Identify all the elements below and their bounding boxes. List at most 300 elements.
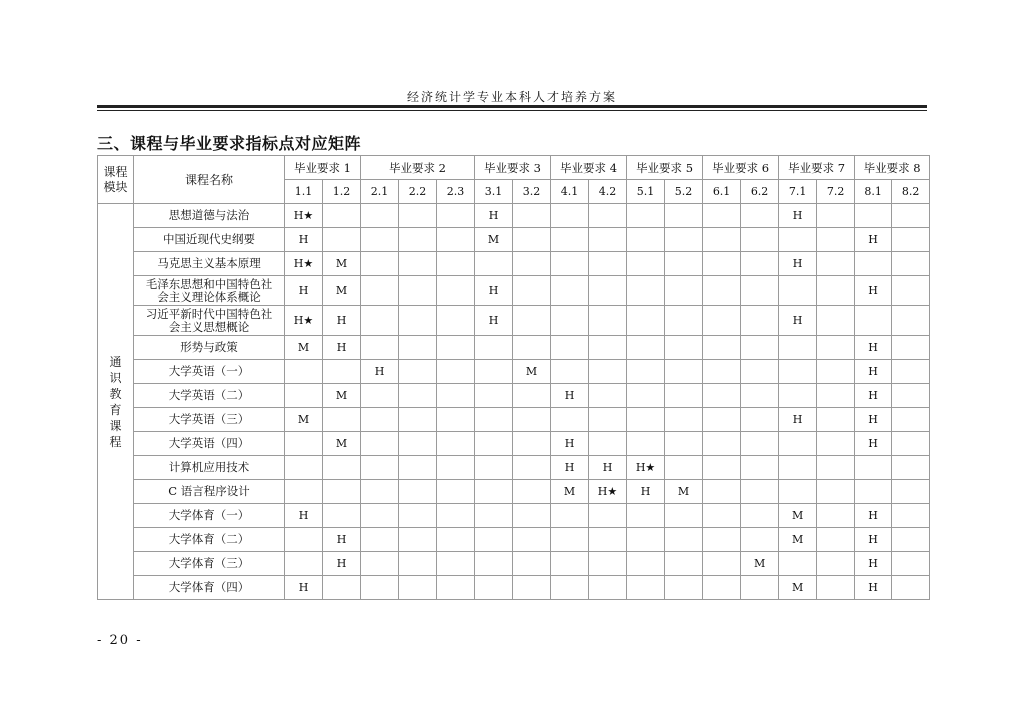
- matrix-cell: [399, 480, 437, 504]
- matrix-cell: [323, 204, 361, 228]
- matrix-cell: [513, 552, 551, 576]
- matrix-cell: [892, 408, 930, 432]
- matrix-cell: [399, 336, 437, 360]
- matrix-cell: [627, 528, 665, 552]
- matrix-cell: [892, 204, 930, 228]
- matrix-cell: H★: [285, 252, 323, 276]
- matrix-cell: [855, 480, 892, 504]
- matrix-cell: [741, 336, 779, 360]
- matrix-cell: [285, 432, 323, 456]
- course-name-cell: 大学体育（四）: [134, 576, 285, 600]
- matrix-cell: [627, 360, 665, 384]
- matrix-cell: [703, 276, 741, 306]
- requirement-group-header: 毕业要求 3: [475, 156, 551, 180]
- indicator-point-header: 7.1: [779, 180, 817, 204]
- matrix-cell: H: [323, 336, 361, 360]
- matrix-cell: [475, 360, 513, 384]
- course-name-cell: 思想道德与法治: [134, 204, 285, 228]
- matrix-cell: [475, 480, 513, 504]
- matrix-cell: [437, 432, 475, 456]
- matrix-cell: [665, 336, 703, 360]
- matrix-cell: [703, 360, 741, 384]
- matrix-cell: [513, 432, 551, 456]
- requirement-group-header: 毕业要求 7: [779, 156, 855, 180]
- matrix-cell: [627, 306, 665, 336]
- matrix-cell: [285, 360, 323, 384]
- matrix-cell: [513, 456, 551, 480]
- matrix-cell: H: [551, 384, 589, 408]
- matrix-cell: [361, 252, 399, 276]
- matrix-cell: [589, 528, 627, 552]
- indicator-point-header: 6.2: [741, 180, 779, 204]
- course-name-cell: 大学体育（三）: [134, 552, 285, 576]
- matrix-cell: [892, 528, 930, 552]
- indicator-point-header: 8.1: [855, 180, 892, 204]
- matrix-cell: [627, 228, 665, 252]
- matrix-cell: [741, 306, 779, 336]
- matrix-cell: [551, 360, 589, 384]
- course-name-cell: 大学英语（四）: [134, 432, 285, 456]
- matrix-cell: [741, 276, 779, 306]
- table-row: [98, 480, 930, 504]
- matrix-cell: [703, 408, 741, 432]
- matrix-cell: [779, 432, 817, 456]
- matrix-cell: [513, 252, 551, 276]
- matrix-cell: [399, 360, 437, 384]
- matrix-cell: [551, 336, 589, 360]
- course-name-cell: 马克思主义基本原理: [134, 252, 285, 276]
- matrix-cell: [437, 576, 475, 600]
- matrix-cell: [323, 504, 361, 528]
- matrix-cell: [817, 228, 855, 252]
- matrix-cell: [589, 336, 627, 360]
- matrix-cell: [817, 480, 855, 504]
- matrix-cell: [817, 576, 855, 600]
- course-name-column-header: 课程名称: [134, 156, 285, 204]
- matrix-cell: [589, 384, 627, 408]
- table-row: [98, 252, 930, 276]
- course-name-cell: 大学体育（一）: [134, 504, 285, 528]
- matrix-cell: [741, 504, 779, 528]
- matrix-cell: H: [855, 576, 892, 600]
- table-row: [98, 504, 930, 528]
- matrix-cell: [779, 552, 817, 576]
- matrix-cell: [361, 528, 399, 552]
- matrix-cell: M: [741, 552, 779, 576]
- matrix-cell: [361, 384, 399, 408]
- matrix-cell: [589, 360, 627, 384]
- matrix-cell: [513, 306, 551, 336]
- matrix-cell: [285, 528, 323, 552]
- indicator-point-header: 4.2: [589, 180, 627, 204]
- matrix-cell: [475, 576, 513, 600]
- matrix-cell: H: [551, 456, 589, 480]
- matrix-cell: [399, 552, 437, 576]
- matrix-cell: [551, 528, 589, 552]
- matrix-cell: [323, 408, 361, 432]
- matrix-cell: [703, 456, 741, 480]
- course-requirement-matrix: [97, 155, 930, 600]
- matrix-cell: [551, 504, 589, 528]
- matrix-cell: [361, 306, 399, 336]
- matrix-cell: [437, 228, 475, 252]
- matrix-cell: [551, 252, 589, 276]
- matrix-cell: [703, 576, 741, 600]
- matrix-cell: [627, 504, 665, 528]
- matrix-cell: [703, 432, 741, 456]
- matrix-cell: H: [323, 528, 361, 552]
- matrix-cell: [665, 552, 703, 576]
- indicator-point-header: 5.1: [627, 180, 665, 204]
- course-name-cell: 计算机应用技术: [134, 456, 285, 480]
- header-rule-thin: [97, 110, 927, 111]
- requirement-group-header: 毕业要求 8: [855, 156, 930, 180]
- matrix-cell: [589, 408, 627, 432]
- matrix-cell: [665, 456, 703, 480]
- matrix-cell: [703, 252, 741, 276]
- matrix-cell: H: [855, 228, 892, 252]
- matrix-cell: [892, 480, 930, 504]
- matrix-cell: [437, 480, 475, 504]
- matrix-cell: H: [475, 204, 513, 228]
- matrix-cell: [589, 228, 627, 252]
- matrix-cell: [665, 276, 703, 306]
- requirement-group-header: 毕业要求 1: [285, 156, 361, 180]
- matrix-cell: [741, 204, 779, 228]
- indicator-point-header: 3.2: [513, 180, 551, 204]
- table-row: [98, 576, 930, 600]
- requirement-group-header: 毕业要求 4: [551, 156, 627, 180]
- matrix-cell: [437, 456, 475, 480]
- matrix-cell: H: [855, 432, 892, 456]
- matrix-cell: H: [627, 480, 665, 504]
- matrix-cell: [855, 456, 892, 480]
- indicator-point-header: 4.1: [551, 180, 589, 204]
- matrix-cell: [589, 576, 627, 600]
- matrix-cell: [665, 204, 703, 228]
- matrix-cell: H: [323, 552, 361, 576]
- matrix-cell: [817, 360, 855, 384]
- matrix-cell: [551, 306, 589, 336]
- matrix-cell: [665, 576, 703, 600]
- matrix-cell: H: [855, 408, 892, 432]
- matrix-cell: [361, 576, 399, 600]
- page-number: - 20 -: [97, 633, 143, 648]
- matrix-cell: [703, 552, 741, 576]
- matrix-cell: [779, 480, 817, 504]
- matrix-cell: [589, 552, 627, 576]
- indicator-point-header: 3.1: [475, 180, 513, 204]
- matrix-cell: [892, 360, 930, 384]
- matrix-cell: [627, 552, 665, 576]
- matrix-cell: [892, 456, 930, 480]
- matrix-cell: H: [855, 504, 892, 528]
- matrix-cell: [589, 276, 627, 306]
- matrix-cell: [399, 252, 437, 276]
- matrix-cell: M: [323, 384, 361, 408]
- matrix-cell: [703, 384, 741, 408]
- matrix-cell: [779, 360, 817, 384]
- matrix-cell: [285, 552, 323, 576]
- matrix-cell: [475, 528, 513, 552]
- matrix-cell: H: [855, 360, 892, 384]
- matrix-cell: [399, 504, 437, 528]
- matrix-cell: [741, 480, 779, 504]
- matrix-cell: [817, 384, 855, 408]
- matrix-cell: H: [779, 204, 817, 228]
- matrix-cell: [627, 576, 665, 600]
- matrix-cell: M: [779, 504, 817, 528]
- matrix-cell: H: [475, 306, 513, 336]
- matrix-cell: [703, 480, 741, 504]
- matrix-cell: [437, 504, 475, 528]
- matrix-cell: [399, 408, 437, 432]
- matrix-cell: [285, 384, 323, 408]
- matrix-cell: [323, 456, 361, 480]
- matrix-cell: M: [285, 408, 323, 432]
- matrix-cell: [475, 456, 513, 480]
- matrix-cell: H: [855, 276, 892, 306]
- matrix-cell: [399, 228, 437, 252]
- matrix-cell: [817, 408, 855, 432]
- matrix-cell: [703, 306, 741, 336]
- matrix-cell: [627, 276, 665, 306]
- requirement-group-header: 毕业要求 6: [703, 156, 779, 180]
- matrix-cell: H: [589, 456, 627, 480]
- matrix-cell: [817, 504, 855, 528]
- matrix-cell: [323, 576, 361, 600]
- matrix-cell: [437, 204, 475, 228]
- section-title: 三、课程与毕业要求指标点对应矩阵: [97, 134, 362, 153]
- matrix-cell: H: [285, 576, 323, 600]
- matrix-cell: [892, 306, 930, 336]
- matrix-cell: H: [361, 360, 399, 384]
- matrix-cell: H★: [285, 306, 323, 336]
- table-row: [98, 456, 930, 480]
- matrix-cell: [665, 252, 703, 276]
- matrix-cell: M: [285, 336, 323, 360]
- matrix-cell: [627, 432, 665, 456]
- matrix-cell: H★: [627, 456, 665, 480]
- matrix-cell: [779, 276, 817, 306]
- requirement-group-header: 毕业要求 2: [361, 156, 475, 180]
- matrix-cell: [741, 228, 779, 252]
- matrix-cell: [817, 528, 855, 552]
- matrix-cell: [855, 204, 892, 228]
- matrix-cell: [437, 552, 475, 576]
- header-rule-thick: [97, 105, 927, 108]
- indicator-point-header: 6.1: [703, 180, 741, 204]
- indicator-point-header: 2.2: [399, 180, 437, 204]
- course-name-cell: 大学英语（二）: [134, 384, 285, 408]
- matrix-cell: H: [285, 228, 323, 252]
- matrix-cell: [437, 252, 475, 276]
- matrix-cell: [437, 336, 475, 360]
- matrix-cell: [589, 432, 627, 456]
- matrix-cell: H: [779, 408, 817, 432]
- course-name-cell: 习近平新时代中国特色社会主义思想概论: [134, 306, 285, 336]
- matrix-cell: [513, 384, 551, 408]
- matrix-cell: [703, 336, 741, 360]
- course-name-cell: 大学英语（三）: [134, 408, 285, 432]
- matrix-cell: [589, 504, 627, 528]
- module-cell: [98, 204, 134, 600]
- matrix-cell: [627, 384, 665, 408]
- matrix-cell: [361, 204, 399, 228]
- matrix-cell: [513, 336, 551, 360]
- matrix-cell: [589, 204, 627, 228]
- matrix-cell: [551, 228, 589, 252]
- matrix-cell: [665, 360, 703, 384]
- matrix-cell: H: [323, 306, 361, 336]
- matrix-cell: [779, 336, 817, 360]
- matrix-cell: [741, 252, 779, 276]
- matrix-cell: [437, 276, 475, 306]
- matrix-cell: [361, 336, 399, 360]
- matrix-cell: [665, 306, 703, 336]
- matrix-cell: M: [323, 432, 361, 456]
- table-row: [98, 360, 930, 384]
- matrix-cell: M: [665, 480, 703, 504]
- matrix-cell: M: [513, 360, 551, 384]
- matrix-cell: [817, 204, 855, 228]
- matrix-cell: M: [779, 528, 817, 552]
- matrix-cell: H: [285, 276, 323, 306]
- matrix-cell: [892, 576, 930, 600]
- matrix-cell: H: [551, 432, 589, 456]
- matrix-cell: [361, 408, 399, 432]
- table-row: [98, 336, 930, 360]
- matrix-cell: [399, 306, 437, 336]
- matrix-cell: [741, 360, 779, 384]
- matrix-cell: [665, 228, 703, 252]
- matrix-cell: [551, 408, 589, 432]
- matrix-cell: [551, 276, 589, 306]
- matrix-cell: [475, 504, 513, 528]
- matrix-cell: [741, 576, 779, 600]
- matrix-cell: [361, 552, 399, 576]
- indicator-point-header: 1.2: [323, 180, 361, 204]
- matrix-cell: [892, 228, 930, 252]
- matrix-cell: [361, 432, 399, 456]
- matrix-cell: [741, 432, 779, 456]
- matrix-cell: [437, 306, 475, 336]
- matrix-cell: [627, 204, 665, 228]
- matrix-cell: [323, 360, 361, 384]
- matrix-cell: [855, 306, 892, 336]
- matrix-cell: [437, 384, 475, 408]
- matrix-cell: [399, 384, 437, 408]
- matrix-cell: H: [779, 306, 817, 336]
- indicator-point-header: 2.3: [437, 180, 475, 204]
- matrix-cell: H: [855, 384, 892, 408]
- matrix-cell: [779, 456, 817, 480]
- matrix-cell: [589, 306, 627, 336]
- matrix-cell: M: [323, 252, 361, 276]
- module-column-header: 课程 模块: [98, 156, 134, 204]
- matrix-cell: [361, 480, 399, 504]
- matrix-cell: H: [855, 336, 892, 360]
- course-name-cell: 毛泽东思想和中国特色社会主义理论体系概论: [134, 276, 285, 306]
- matrix-cell: [361, 276, 399, 306]
- matrix-cell: [323, 228, 361, 252]
- matrix-cell: [399, 576, 437, 600]
- matrix-cell: H: [475, 276, 513, 306]
- table-row: [98, 432, 930, 456]
- module-label: 通识教育课程: [109, 354, 122, 449]
- matrix-cell: [741, 384, 779, 408]
- course-name-cell: 大学英语（一）: [134, 360, 285, 384]
- table-row: [98, 204, 930, 228]
- matrix-cell: H: [855, 528, 892, 552]
- indicator-point-header: 5.2: [665, 180, 703, 204]
- matrix-cell: [665, 384, 703, 408]
- matrix-cell: [892, 384, 930, 408]
- matrix-cell: [323, 480, 361, 504]
- matrix-cell: [399, 204, 437, 228]
- matrix-cell: [892, 432, 930, 456]
- matrix-cell: [513, 408, 551, 432]
- matrix-cell: [475, 432, 513, 456]
- indicator-point-header: 7.2: [817, 180, 855, 204]
- matrix-cell: [892, 504, 930, 528]
- matrix-cell: [513, 204, 551, 228]
- matrix-cell: [513, 276, 551, 306]
- matrix-cell: [437, 360, 475, 384]
- matrix-cell: [817, 276, 855, 306]
- matrix-cell: M: [323, 276, 361, 306]
- matrix-cell: [475, 552, 513, 576]
- matrix-cell: [703, 528, 741, 552]
- matrix-cell: [779, 384, 817, 408]
- matrix-cell: [817, 306, 855, 336]
- matrix-cell: [665, 504, 703, 528]
- matrix-cell: [741, 408, 779, 432]
- table-row: [98, 528, 930, 552]
- matrix-cell: [551, 204, 589, 228]
- matrix-cell: H★: [589, 480, 627, 504]
- table-row: [98, 276, 930, 306]
- matrix-cell: M: [475, 228, 513, 252]
- table-row: [98, 384, 930, 408]
- matrix-cell: [551, 552, 589, 576]
- matrix-cell: [892, 552, 930, 576]
- matrix-cell: [665, 432, 703, 456]
- course-name-cell: 中国近现代史纲要: [134, 228, 285, 252]
- matrix-cell: H: [285, 504, 323, 528]
- matrix-cell: [513, 528, 551, 552]
- matrix-cell: [285, 456, 323, 480]
- indicator-point-header: 1.1: [285, 180, 323, 204]
- matrix-cell: M: [779, 576, 817, 600]
- course-name-cell: 形势与政策: [134, 336, 285, 360]
- requirement-group-header: 毕业要求 5: [627, 156, 703, 180]
- course-name-cell: 大学体育（二）: [134, 528, 285, 552]
- matrix-cell: [513, 576, 551, 600]
- matrix-cell: [817, 456, 855, 480]
- matrix-cell: [589, 252, 627, 276]
- matrix-cell: H★: [285, 204, 323, 228]
- course-name-cell: C 语言程序设计: [134, 480, 285, 504]
- matrix-cell: [513, 480, 551, 504]
- matrix-cell: [627, 252, 665, 276]
- matrix-cell: [285, 480, 323, 504]
- table-row: [98, 306, 930, 336]
- matrix-cell: [665, 528, 703, 552]
- matrix-cell: H: [855, 552, 892, 576]
- matrix-cell: [892, 276, 930, 306]
- matrix-cell: [855, 252, 892, 276]
